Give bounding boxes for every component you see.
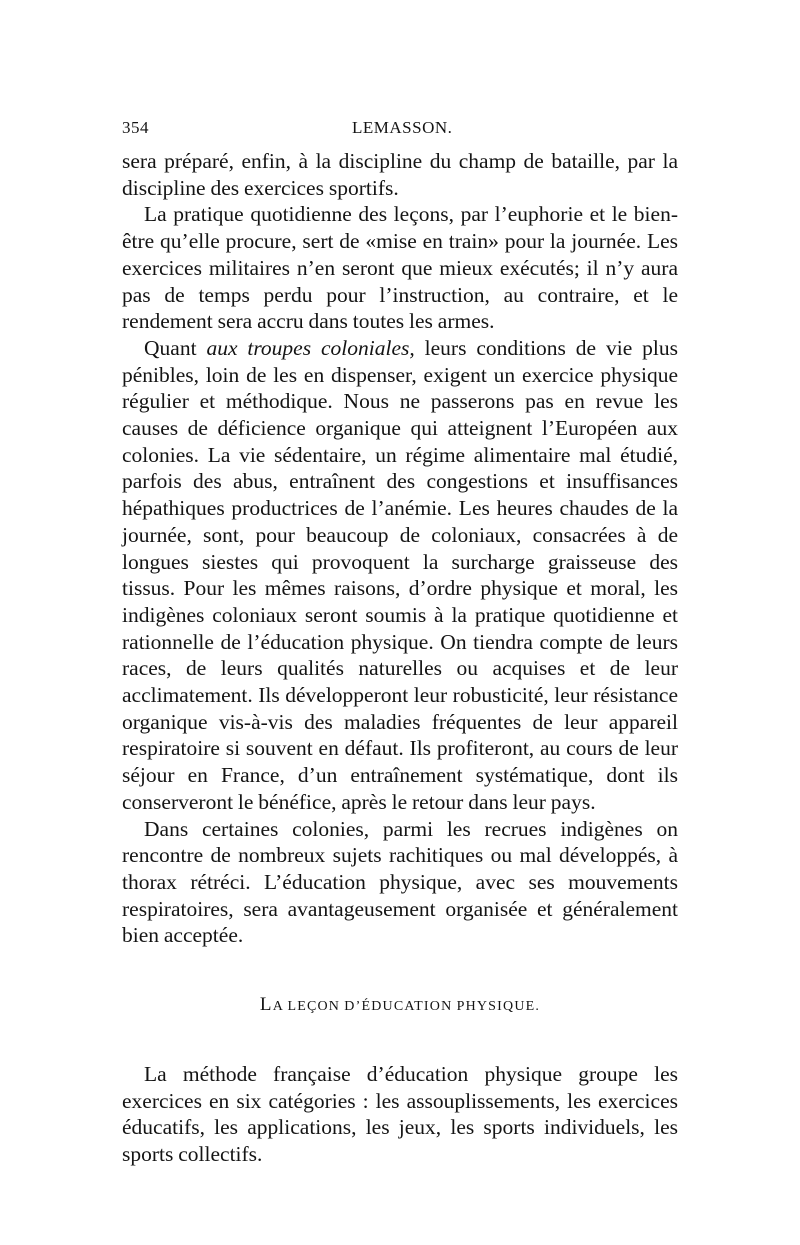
running-head <box>122 118 678 142</box>
paragraph-colonial-troops <box>122 335 678 816</box>
paragraph-method: La méthode française d’éducation physique groupe les exercices en six catégories : les assouplissements, les exercices éducatifs, les applications, les jeux, les sports individuels, les sports collectifs. <box>122 1061 678 1166</box>
emphasis-colonial-troops: aux troupes coloniales, <box>206 335 415 360</box>
paragraph-colonial-troops-body: leurs conditions de vie plus pénibles, loin de les en dispenser, exigent un exercice physique régulier et méthodique. Nous ne passerons pas en revue les causes de déficience organique qui atteignent l’Européen aux colonies. La vie sédentaire, un régime alimentaire mal étudié, parfois des abus, entraînent des congestions et insuffisances hépathiques productrices de l’anémie. Les heures chaudes de la journée, sont, pour beaucoup de coloniaux, consacrées à de longues siestes qui provoquent la surcharge graisseuse des tissus. Pour les mêmes raisons, d’ordre physique et moral, les indigènes coloniaux seront soumis à la pratique quotidienne et rationnelle de l’éducation physique. On tiendra compte de leurs races, de leurs qualités naturelles ou acquises et de leur acclimatement. Ils développeront leur robusticité, leur résistance organique vis-à-vis des maladies fréquentes de leur appareil respiratoire si souvent en défaut. Ils profiteront, au cours de leur séjour en France, d’un entraînement systématique, dont ils conserveront le bénéfice, après le retour dans leur pays. <box>122 335 679 814</box>
book-page <box>122 118 678 1168</box>
paragraph-daily-practice: La pratique quotidienne des leçons, par l’euphorie et le bien-être qu’elle procure, sert de «mise en train» pour la journée. Les exercices militaires n’en seront que mieux exécutés; il n’y aura pas de temps perdu pour l’instruction, au contraire, et le rendement sera accru dans toutes les armes. <box>122 202 678 334</box>
paragraph-native-recruits: Dans certaines colonies, parmi les recrues indigènes on rencontre de nombreux sujets rachitiques ou mal développés, à thorax rétréci. L’éducation physique, avec ses mouvements respiratoires, sera avantageusement organisée et généralement bien acceptée. <box>122 816 678 948</box>
paragraph-continued: sera préparé, enfin, à la discipline du champ de bataille, par la discipline des exercices sportifs. <box>122 149 678 200</box>
body-text <box>122 148 678 1168</box>
section-title <box>122 992 678 1021</box>
section-title-initial: L <box>259 994 273 1016</box>
page-number: 354 <box>122 118 149 137</box>
running-title: LEMASSON. <box>352 118 453 137</box>
section-title-rest: A LEÇON D’ÉDUCATION PHYSIQUE. <box>272 999 541 1015</box>
paragraph-colonial-troops-lead: Quant <box>144 335 207 360</box>
